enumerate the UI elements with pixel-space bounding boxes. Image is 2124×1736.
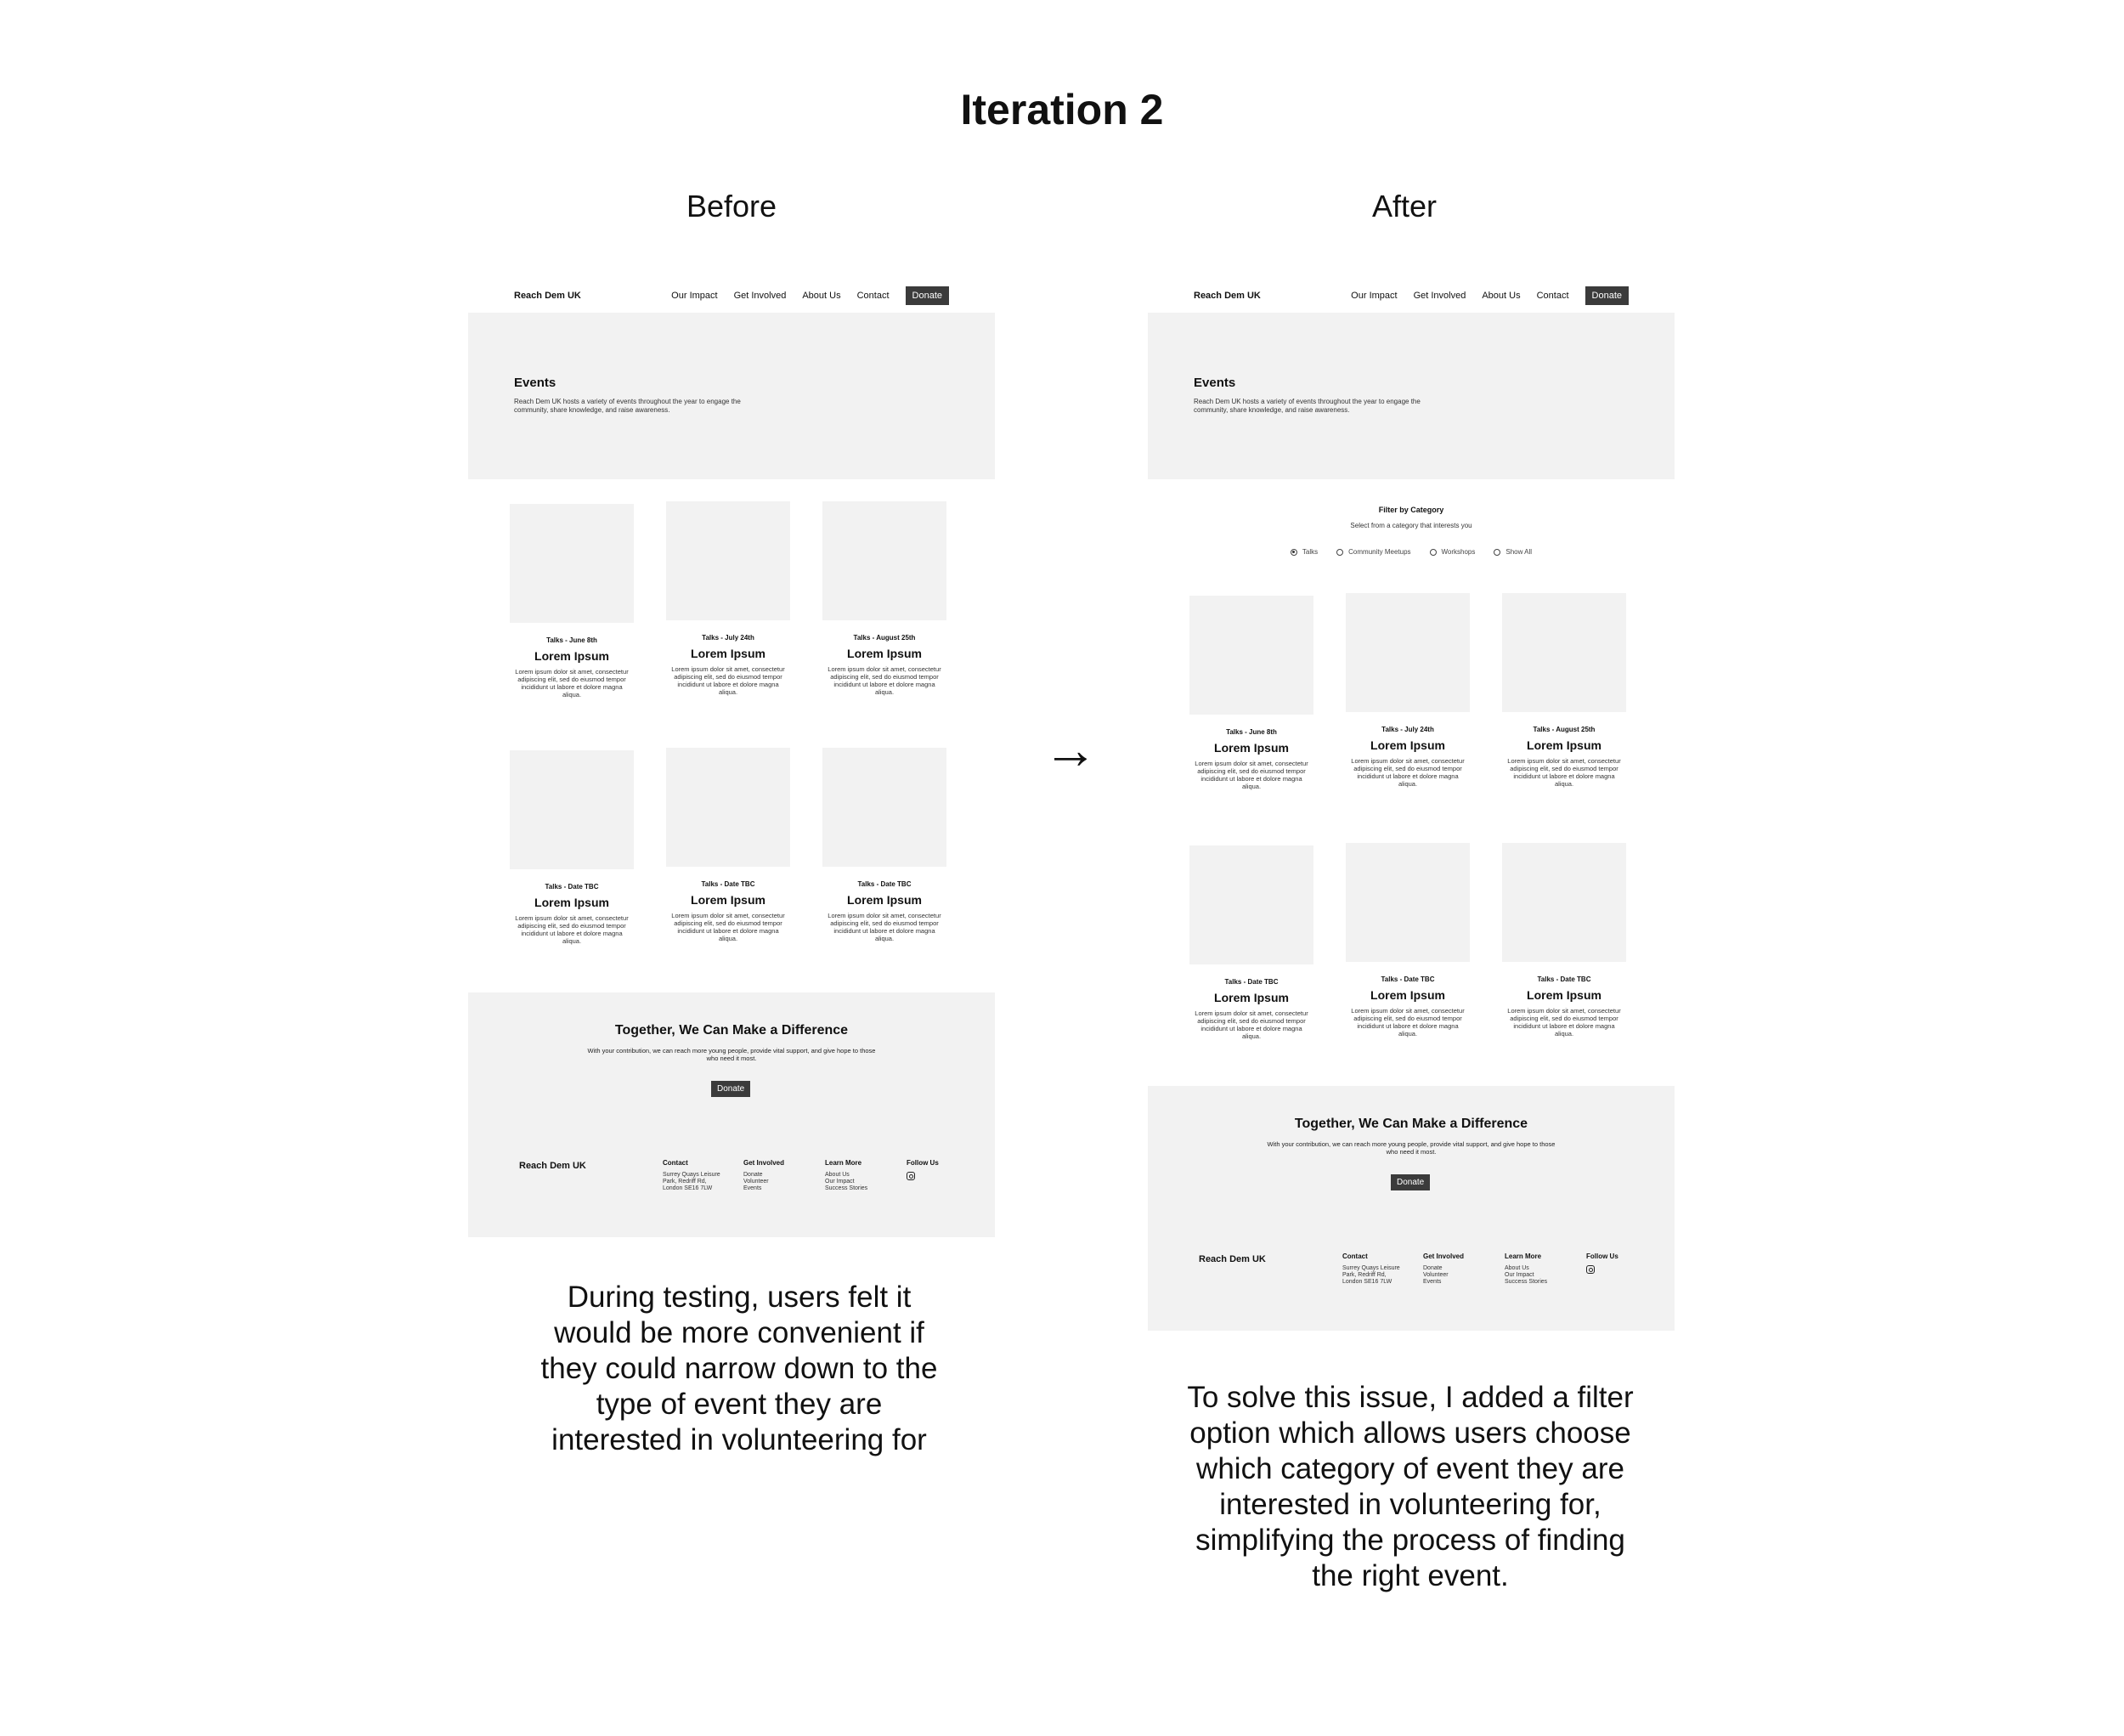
event-description: Lorem ipsum dolor sit amet, consectetur adipiscing elit, sed do eiusmod tempor incididunt ut labore et dolore magna aliqua. [1507, 1007, 1621, 1038]
footer-link-events[interactable]: Events [743, 1185, 762, 1191]
footer-get-involved [1423, 1253, 1464, 1286]
before-label: Before [686, 189, 777, 223]
arrow-right-icon: → [1043, 719, 1098, 780]
event-card[interactable] [1346, 593, 1470, 788]
nav-link-our-impact[interactable]: Our Impact [1351, 291, 1398, 301]
hero-text: Reach Dem UK hosts a variety of events throughout the year to engage the community, share knowledge, and raise awareness. [1194, 398, 1421, 414]
footer-link-success-stories[interactable]: Success Stories [1505, 1279, 1548, 1285]
footer-link-our-impact[interactable]: Our Impact [825, 1179, 855, 1185]
event-title[interactable]: Lorem Ipsum [1370, 738, 1445, 752]
event-category-date: Talks - Date TBC [1381, 975, 1435, 983]
event-title[interactable]: Lorem Ipsum [534, 649, 609, 663]
footer-contact-line: Surrey Quays Leisure [663, 1172, 720, 1178]
hero-banner [468, 313, 995, 479]
event-card[interactable] [666, 501, 790, 696]
filter-option-label: Talks [1302, 548, 1319, 556]
after-caption: To solve this issue, I added a filter option which allows users choose which category of event they are interested in volunteering for, simplifying the process of finding the right event. [1187, 1381, 1634, 1592]
event-category-date: Talks - June 8th [546, 636, 597, 644]
event-title[interactable]: Lorem Ipsum [847, 893, 922, 907]
nav-link-get-involved[interactable]: Get Involved [1413, 291, 1466, 301]
event-card[interactable] [1346, 843, 1470, 1038]
event-card[interactable] [510, 750, 634, 945]
nav-link-about-us[interactable]: About Us [802, 291, 841, 301]
radio-icon[interactable] [1336, 549, 1343, 556]
event-image-placeholder[interactable] [822, 501, 946, 620]
footer-text: With your contribution, we can reach more young people, provide vital support, and give hope to those who need it most. [587, 1047, 876, 1062]
filter-option-label: Workshops [1441, 548, 1476, 556]
event-description: Lorem ipsum dolor sit amet, consectetur adipiscing elit, sed do eiusmod tempor incididunt ut labore et dolore magna aliqua. [1195, 760, 1308, 790]
event-description: Lorem ipsum dolor sit amet, consectetur adipiscing elit, sed do eiusmod tempor incididunt ut labore et dolore magna aliqua. [1507, 757, 1621, 788]
footer-contact [663, 1160, 720, 1192]
footer-contact-line: Park, Redriff Rd, [663, 1179, 707, 1185]
footer-heading: Together, We Can Make a Difference [614, 1023, 849, 1038]
event-description: Lorem ipsum dolor sit amet, consectetur adipiscing elit, sed do eiusmod tempor incididunt ut labore et dolore magna aliqua. [828, 665, 941, 696]
event-card[interactable] [1502, 593, 1626, 788]
event-category-date: Talks - Date TBC [857, 880, 912, 888]
nav-donate-button[interactable]: Donate [1585, 286, 1629, 305]
filter-option-workshops[interactable] [1430, 548, 1476, 556]
event-title[interactable]: Lorem Ipsum [1527, 738, 1601, 752]
filter-option-community-meetups[interactable] [1336, 548, 1410, 556]
event-category-date: Talks - July 24th [1381, 726, 1434, 733]
footer-get-involved [743, 1160, 784, 1192]
nav-link-contact[interactable]: Contact [856, 291, 890, 301]
event-title[interactable]: Lorem Ipsum [1214, 741, 1289, 755]
footer-link-about-us[interactable]: About Us [825, 1172, 850, 1178]
footer-heading: Together, We Can Make a Difference [1294, 1117, 1528, 1131]
footer-contact-line: London SE16 7LW [663, 1185, 713, 1191]
footer-contact-line: London SE16 7LW [1342, 1279, 1392, 1285]
page-title: Iteration 2 [960, 86, 1164, 133]
event-title[interactable]: Lorem Ipsum [1214, 991, 1289, 1004]
event-description: Lorem ipsum dolor sit amet, consectetur adipiscing elit, sed do eiusmod tempor incididunt ut labore et dolore magna aliqua. [515, 914, 629, 945]
hero-title: Events [514, 376, 556, 390]
event-image-placeholder[interactable] [1189, 845, 1313, 964]
after-label: After [1371, 189, 1438, 223]
event-image-placeholder[interactable] [1346, 593, 1470, 712]
nav-link-get-involved[interactable]: Get Involved [733, 291, 787, 301]
event-category-date: Talks - July 24th [702, 634, 754, 642]
event-category-date: Talks - August 25th [853, 634, 916, 642]
radio-icon[interactable] [1494, 549, 1500, 556]
event-image-placeholder[interactable] [666, 748, 790, 867]
footer-contact-line: Surrey Quays Leisure [1342, 1265, 1400, 1271]
event-image-placeholder[interactable] [510, 504, 634, 623]
footer-contact [1342, 1253, 1400, 1286]
filter-title: Filter by Category [1378, 506, 1444, 514]
event-description: Lorem ipsum dolor sit amet, consectetur adipiscing elit, sed do eiusmod tempor incididunt ut labore et dolore magna aliqua. [671, 912, 785, 942]
footer-link-donate[interactable]: Donate [743, 1172, 763, 1178]
event-title[interactable]: Lorem Ipsum [691, 647, 765, 660]
event-card[interactable] [1189, 845, 1313, 1040]
footer-link-success-stories[interactable]: Success Stories [825, 1185, 868, 1191]
footer-logo: Reach Dem UK [1199, 1254, 1266, 1264]
category-filter [1148, 506, 1675, 556]
footer-get-involved-title: Get Involved [743, 1159, 785, 1167]
hero-text: Reach Dem UK hosts a variety of events throughout the year to engage the community, share knowledge, and raise awareness. [514, 398, 741, 414]
event-card[interactable] [510, 504, 634, 698]
event-title[interactable]: Lorem Ipsum [691, 893, 765, 907]
event-card[interactable] [822, 501, 946, 696]
footer-learn-more [825, 1160, 867, 1192]
before-caption: During testing, users felt it would be more convenient if they could narrow down to the type of event they are interested in volunteering for [540, 1281, 938, 1456]
radio-icon[interactable] [1430, 549, 1437, 556]
footer-link-volunteer[interactable]: Volunteer [743, 1179, 769, 1185]
event-card[interactable] [822, 748, 946, 942]
event-description: Lorem ipsum dolor sit amet, consectetur adipiscing elit, sed do eiusmod tempor incididunt ut labore et dolore magna aliqua. [671, 665, 785, 696]
footer-contact-line: Park, Redriff Rd, [1342, 1272, 1387, 1278]
event-image-placeholder[interactable] [1189, 596, 1313, 715]
event-category-date: Talks - Date TBC [545, 883, 599, 891]
event-card[interactable] [666, 748, 790, 942]
footer-learn-more-title: Learn More [825, 1159, 862, 1167]
footer-follow-us-title: Follow Us [1586, 1253, 1618, 1260]
filter-option-talks[interactable] [1291, 548, 1318, 556]
event-category-date: Talks - Date TBC [1224, 978, 1279, 986]
footer-contact-title: Contact [663, 1159, 688, 1167]
footer-donate-button[interactable]: Donate [1391, 1174, 1430, 1190]
event-image-placeholder[interactable] [510, 750, 634, 869]
event-description: Lorem ipsum dolor sit amet, consectetur adipiscing elit, sed do eiusmod tempor incididunt ut labore et dolore magna aliqua. [1351, 757, 1465, 788]
event-category-date: Talks - August 25th [1533, 726, 1596, 733]
event-image-placeholder[interactable] [1502, 843, 1626, 962]
filter-option-label: Community Meetups [1348, 548, 1411, 556]
footer-section [1148, 1086, 1675, 1331]
event-category-date: Talks - Date TBC [701, 880, 755, 888]
nav-link-about-us[interactable]: About Us [1482, 291, 1521, 301]
event-image-placeholder[interactable] [1346, 843, 1470, 962]
footer-follow-us [1586, 1253, 1618, 1274]
filter-option-show-all[interactable] [1494, 548, 1532, 556]
event-title[interactable]: Lorem Ipsum [847, 647, 922, 660]
event-title[interactable]: Lorem Ipsum [1370, 988, 1445, 1002]
nav-logo[interactable]: Reach Dem UK [514, 291, 581, 301]
footer-follow-us [907, 1160, 939, 1180]
footer-learn-more [1505, 1253, 1547, 1286]
event-description: Lorem ipsum dolor sit amet, consectetur adipiscing elit, sed do eiusmod tempor incididunt ut labore et dolore magna aliqua. [1195, 1009, 1308, 1040]
event-description: Lorem ipsum dolor sit amet, consectetur adipiscing elit, sed do eiusmod tempor incididunt ut labore et dolore magna aliqua. [828, 912, 941, 942]
event-card[interactable] [1189, 596, 1313, 790]
nav-link-our-impact[interactable]: Our Impact [671, 291, 718, 301]
footer-link-our-impact[interactable]: Our Impact [1505, 1272, 1534, 1278]
nav-link-contact[interactable]: Contact [1536, 291, 1569, 301]
event-image-placeholder[interactable] [1502, 593, 1626, 712]
event-title[interactable]: Lorem Ipsum [534, 896, 609, 909]
event-category-date: Talks - June 8th [1226, 728, 1277, 736]
footer-follow-us-title: Follow Us [907, 1159, 939, 1167]
footer-section [468, 992, 995, 1237]
instagram-icon[interactable] [1586, 1265, 1595, 1274]
event-image-placeholder[interactable] [822, 748, 946, 867]
event-title[interactable]: Lorem Ipsum [1527, 988, 1601, 1002]
footer-link-donate[interactable]: Donate [1423, 1265, 1443, 1271]
hero-title: Events [1194, 376, 1236, 390]
radio-selected-icon[interactable] [1291, 549, 1297, 556]
instagram-icon[interactable] [907, 1172, 915, 1180]
footer-donate-button[interactable]: Donate [711, 1081, 750, 1097]
nav-logo[interactable]: Reach Dem UK [1194, 291, 1261, 301]
event-description: Lorem ipsum dolor sit amet, consectetur adipiscing elit, sed do eiusmod tempor incididunt ut labore et dolore magna aliqua. [515, 668, 629, 698]
hero-banner [1148, 313, 1675, 479]
footer-link-volunteer[interactable]: Volunteer [1423, 1272, 1449, 1278]
nav-donate-button[interactable]: Donate [906, 286, 949, 305]
footer-learn-more-title: Learn More [1505, 1253, 1542, 1260]
filter-subtitle: Select from a category that interests you [1350, 522, 1472, 529]
filter-option-label: Show All [1505, 548, 1533, 556]
footer-link-events[interactable]: Events [1423, 1279, 1442, 1285]
footer-logo: Reach Dem UK [519, 1161, 586, 1171]
event-image-placeholder[interactable] [666, 501, 790, 620]
footer-contact-title: Contact [1342, 1253, 1368, 1260]
event-card[interactable] [1502, 843, 1626, 1038]
event-category-date: Talks - Date TBC [1537, 975, 1591, 983]
footer-link-about-us[interactable]: About Us [1505, 1265, 1529, 1271]
event-description: Lorem ipsum dolor sit amet, consectetur adipiscing elit, sed do eiusmod tempor incididunt ut labore et dolore magna aliqua. [1351, 1007, 1465, 1038]
footer-get-involved-title: Get Involved [1423, 1253, 1465, 1260]
footer-text: With your contribution, we can reach more young people, provide vital support, and give hope to those who need it most. [1267, 1140, 1556, 1156]
